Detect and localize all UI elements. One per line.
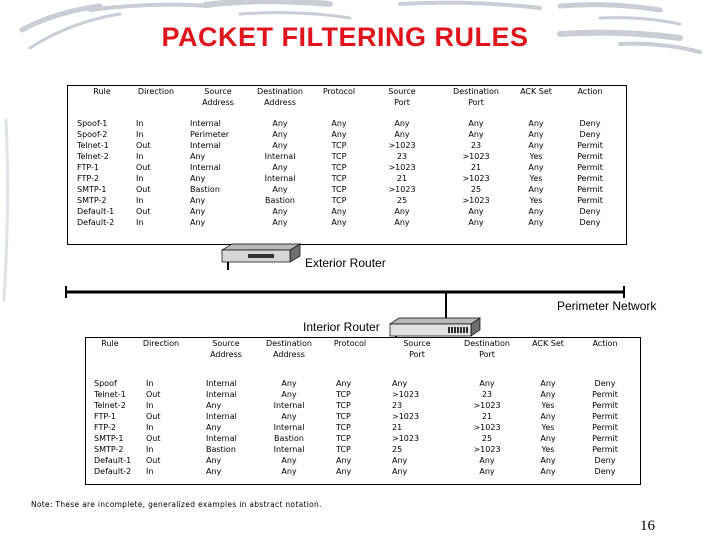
table-cell: Permit [577, 185, 603, 194]
table-cell: Yes [541, 423, 555, 432]
interior-router-label: Interior Router [303, 320, 380, 334]
table-cell: 21 [481, 412, 493, 421]
table-cell: Telnet-2 [94, 401, 126, 410]
table-cell: Internal [273, 423, 305, 432]
table-cell: TCP [336, 412, 351, 421]
col-direction [138, 338, 184, 476]
table-cell: >1023 [388, 185, 416, 194]
table-cell: Any [336, 467, 352, 476]
table-cell: FTP-1 [94, 412, 116, 421]
table-cell: Any [394, 119, 410, 128]
table-cell: Deny [579, 119, 601, 128]
table-cell: Any [331, 119, 347, 128]
table-cell: Internal [273, 445, 305, 454]
table-cell: Internal [206, 390, 237, 399]
table-cell: Bastion [206, 445, 236, 454]
table-cell: >1023 [388, 141, 416, 150]
table-cell: In [146, 423, 154, 432]
table-cell: Any [528, 163, 544, 172]
table-cell: Internal [206, 412, 237, 421]
table-cell: Permit [577, 141, 603, 150]
table-cell: Deny [579, 207, 601, 216]
table-cell: Yes [541, 401, 555, 410]
table-cell: 25 [470, 185, 482, 194]
table-cell: Spoof [94, 379, 117, 388]
table-cell: Any [331, 218, 347, 227]
table-cell: In [146, 379, 154, 388]
table-cell: Any [272, 207, 288, 216]
table-cell: FTP-2 [94, 423, 116, 432]
header-destination-address: Destination Address [266, 339, 312, 359]
table-cell: Permit [577, 174, 603, 183]
table-cell: Deny [594, 379, 616, 388]
header-action: Action [577, 87, 603, 96]
table-cell: Any [468, 119, 484, 128]
table-cell: TCP [336, 401, 351, 410]
table-cell: Permit [592, 401, 618, 410]
interior-router-icon [390, 292, 480, 342]
col-protocol [328, 338, 372, 476]
table-cell: Any [281, 467, 297, 476]
table-cell: Any [528, 218, 544, 227]
table-cell: In [136, 119, 144, 128]
table-cell: TCP [331, 196, 347, 205]
table-cell: Any [540, 390, 556, 399]
table-cell: Out [136, 141, 151, 150]
table-cell: Any [394, 207, 410, 216]
table-cell: Deny [579, 218, 601, 227]
table-cell: Internal [264, 174, 296, 183]
table-cell: Any [272, 141, 288, 150]
header-source-port: Source Port [388, 87, 416, 107]
table-cell: Default-1 [77, 207, 115, 216]
table-cell: Out [136, 185, 151, 194]
table-cell: Out [146, 456, 161, 465]
table-cell: Any [468, 130, 484, 139]
table-cell: Any [392, 456, 408, 465]
header-source-address: Source Address [202, 87, 234, 107]
table-cell: 21 [470, 163, 482, 172]
table-cell: In [146, 401, 154, 410]
header-destination-port: Destination Port [464, 339, 510, 359]
header-source-port: Source Port [403, 339, 431, 359]
table-cell: Any [528, 141, 544, 150]
slide-title: PACKET FILTERING RULES [161, 22, 529, 52]
table-cell: >1023 [462, 174, 490, 183]
table-cell: Any [540, 456, 556, 465]
table-cell: Out [136, 163, 151, 172]
table-cell: TCP [331, 152, 347, 161]
col-source-port [386, 338, 448, 476]
table-cell: >1023 [392, 434, 420, 443]
table-cell: Any [528, 130, 544, 139]
table-cell: Any [331, 207, 347, 216]
table-cell: TCP [331, 163, 347, 172]
table-cell: >1023 [388, 163, 416, 172]
table-cell: 25 [392, 445, 403, 454]
table-cell: Any [336, 456, 352, 465]
table-cell: Telnet-1 [94, 390, 126, 399]
perimeter-network-line [66, 286, 624, 298]
table-cell: Any [540, 434, 556, 443]
header-ack-set: ACK Set [532, 339, 564, 348]
table-cell: Any [479, 467, 495, 476]
table-cell: Yes [529, 174, 543, 183]
table-cell: Any [206, 401, 222, 410]
table-cell: Permit [592, 390, 618, 399]
table-cell: Any [528, 119, 544, 128]
table-cell: TCP [336, 390, 351, 399]
col-destination-port [456, 338, 518, 476]
table-cell: Internal [190, 163, 221, 172]
header-destination-port: Destination Port [453, 87, 499, 107]
header-destination-address: Destination Address [257, 87, 303, 107]
table-cell: Any [528, 207, 544, 216]
table-cell: Bastion [265, 196, 295, 205]
table-cell: >1023 [462, 196, 490, 205]
table-cell: Telnet-2 [77, 152, 109, 161]
table-cell: FTP-2 [77, 174, 99, 183]
table-cell: Perimeter [190, 130, 230, 139]
table-cell: Internal [190, 141, 221, 150]
table-cell: Any [272, 185, 288, 194]
table-cell: TCP [331, 174, 347, 183]
table-cell: Any [479, 379, 495, 388]
table-cell: In [136, 130, 144, 139]
table-cell: Any [272, 119, 288, 128]
table-cell: Any [479, 456, 495, 465]
table-cell: In [136, 174, 144, 183]
table-cell: TCP [336, 423, 351, 432]
page-number: 16 [640, 518, 655, 534]
header-protocol: Protocol [333, 339, 367, 348]
table-cell: Any [281, 456, 297, 465]
table-cell: Deny [594, 456, 616, 465]
table-cell: Any [528, 185, 544, 194]
perimeter-network-label: Perimeter Network [557, 299, 657, 313]
table-cell: TCP [331, 185, 347, 194]
table-cell: 23 [396, 152, 408, 161]
interior-rules-table [85, 337, 641, 485]
exterior-router-label: Exterior Router [305, 256, 386, 270]
table-cell: Any [336, 379, 352, 388]
table-cell: Default-1 [94, 456, 132, 465]
col-source-address [198, 338, 254, 476]
col-rule [90, 338, 132, 476]
table-cell: Any [190, 152, 206, 161]
table-cell: Any [281, 390, 297, 399]
table-cell: TCP [336, 445, 351, 454]
table-cell: Permit [592, 434, 618, 443]
table-cell: Permit [577, 196, 603, 205]
table-cell: Any [540, 467, 556, 476]
table-cell: TCP [336, 434, 351, 443]
table-cell: Default-2 [77, 218, 115, 227]
table-cell: In [136, 218, 144, 227]
table-cell: Any [206, 456, 222, 465]
table-cell: SMTP-2 [94, 445, 124, 454]
table-cell: Any [190, 174, 206, 183]
table-cell: Any [394, 218, 410, 227]
table-cell: SMTP-1 [77, 185, 107, 194]
table-cell: Default-2 [94, 467, 132, 476]
table-cell: In [136, 152, 144, 161]
table-cell: Any [281, 412, 297, 421]
table-cell: Any [190, 218, 206, 227]
table-cell: Permit [577, 152, 603, 161]
table-cell: 23 [481, 390, 493, 399]
table-cell: >1023 [392, 390, 420, 399]
table-cell: Internal [206, 379, 237, 388]
table-cell: Deny [594, 467, 616, 476]
table-cell: FTP-1 [77, 163, 99, 172]
table-cell: Out [136, 207, 151, 216]
table-cell: Permit [592, 412, 618, 421]
table-cell: Any [190, 196, 206, 205]
table-cell: In [136, 196, 144, 205]
table-cell: Any [394, 130, 410, 139]
col-destination-address [260, 338, 318, 476]
table-cell: Out [146, 390, 161, 399]
table-cell: 21 [396, 174, 408, 183]
col-ack-set [526, 338, 570, 476]
table-cell: 25 [396, 196, 408, 205]
table-cell: Any [468, 207, 484, 216]
header-direction: Direction [142, 339, 180, 348]
footnote: Note: These are incomplete, generalized examples in abstract notation. [31, 500, 322, 509]
table-cell: Any [272, 163, 288, 172]
table-cell: Yes [529, 152, 543, 161]
table-cell: 23 [392, 401, 403, 410]
table-cell: Internal [264, 152, 296, 161]
table-cell: >1023 [473, 401, 501, 410]
exterior-router-icon [222, 244, 300, 270]
table-cell: 23 [470, 141, 482, 150]
table-cell: SMTP-1 [94, 434, 124, 443]
table-cell: SMTP-2 [77, 196, 107, 205]
table-cell: Any [468, 218, 484, 227]
table-cell: Permit [592, 445, 618, 454]
table-cell: TCP [331, 141, 347, 150]
header-rule: Rule [101, 339, 119, 348]
table-cell: Any [331, 130, 347, 139]
header-ack-set: ACK Set [520, 87, 552, 96]
table-cell: Permit [592, 423, 618, 432]
table-cell: Any [392, 467, 408, 476]
header-rule: Rule [93, 87, 111, 96]
header-source-address: Source Address [210, 339, 242, 359]
table-cell: >1023 [473, 445, 501, 454]
table-cell: Any [206, 467, 222, 476]
header-action: Action [592, 339, 618, 348]
table-cell: Deny [579, 130, 601, 139]
table-cell: Spoof-2 [77, 130, 108, 139]
table-cell: 25 [481, 434, 493, 443]
table-cell: Any [540, 412, 556, 421]
table-cell: Bastion [190, 185, 220, 194]
table-cell: >1023 [462, 152, 490, 161]
header-protocol: Protocol [322, 87, 356, 96]
header-direction: Direction [137, 87, 175, 96]
table-cell: >1023 [392, 412, 420, 421]
table-cell: Out [146, 412, 161, 421]
table-cell: In [146, 467, 154, 476]
table-cell: Bastion [274, 434, 304, 443]
table-cell: Any [281, 379, 297, 388]
table-cell: Spoof-1 [77, 119, 108, 128]
table-cell: Any [206, 423, 222, 432]
table-cell: Internal [273, 401, 305, 410]
table-cell: Yes [541, 445, 555, 454]
table-cell: 21 [392, 423, 403, 432]
table-cell: In [146, 445, 154, 454]
table-cell: Any [540, 379, 556, 388]
table-cell: Internal [206, 434, 237, 443]
table-cell: Yes [529, 196, 543, 205]
table-cell: Out [146, 434, 161, 443]
table-cell: Internal [190, 119, 221, 128]
table-cell: Permit [577, 163, 603, 172]
table-cell: Any [272, 218, 288, 227]
table-cell: Telnet-1 [77, 141, 109, 150]
col-action [582, 338, 628, 476]
table-cell: Any [392, 379, 408, 388]
table-cell: Any [190, 207, 206, 216]
table-cell: >1023 [473, 423, 501, 432]
table-cell: Any [272, 130, 288, 139]
